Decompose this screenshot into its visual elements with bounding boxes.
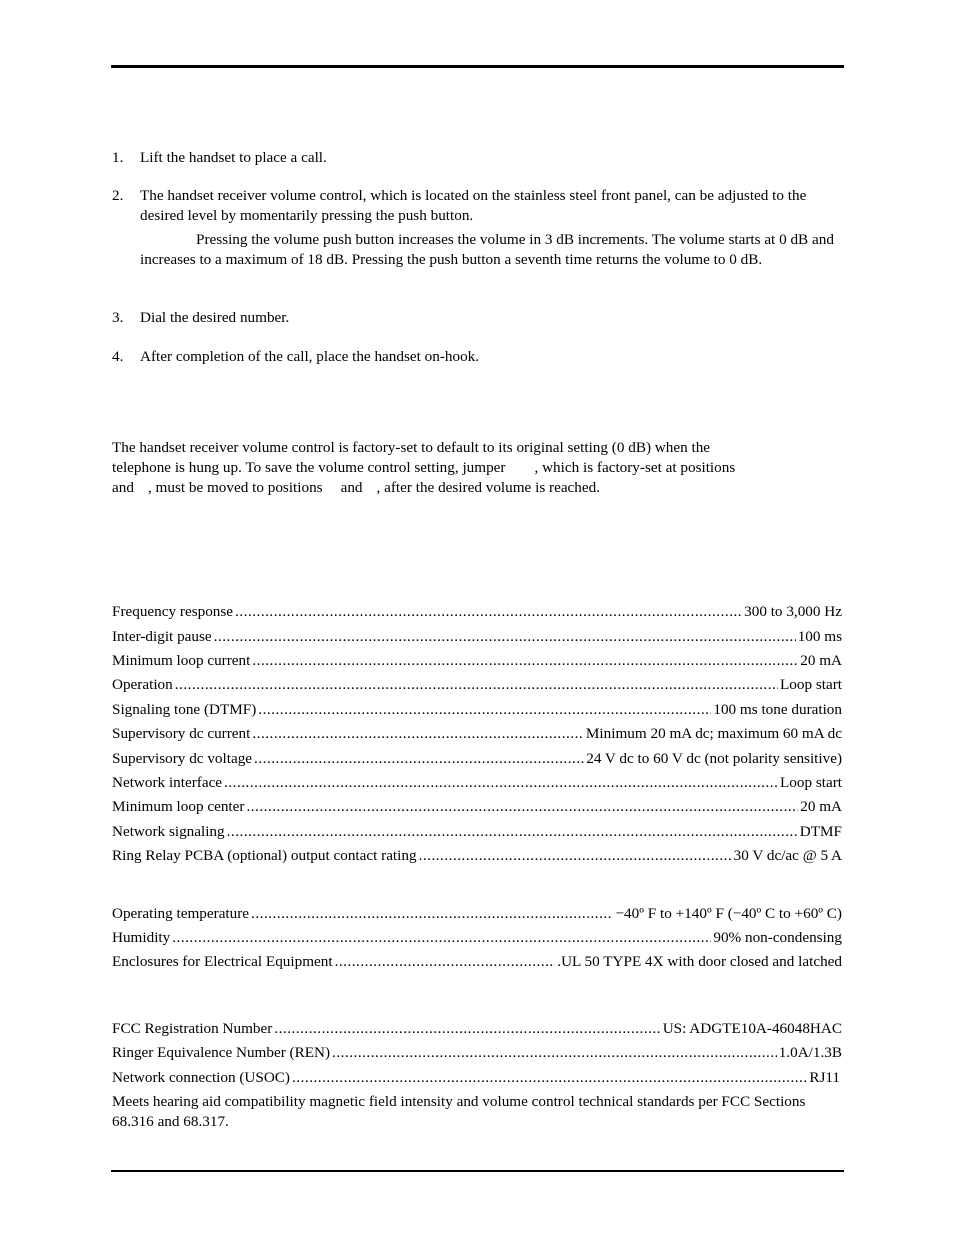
spec-row (112, 928, 842, 948)
spec-row (112, 749, 842, 769)
volume-paragraph (112, 438, 842, 498)
spec-value: 20 mA (800, 652, 842, 669)
spec-label: Inter-digit pause (112, 628, 212, 645)
spec-label: Ringer Equivalence Number (REN) (112, 1044, 331, 1061)
spec-value: RJ11 (809, 1069, 840, 1086)
spec-value: Loop start (779, 774, 842, 791)
spec-row (112, 952, 842, 972)
spec-row (112, 846, 842, 866)
spec-value: 300 to 3,000 Hz (744, 603, 842, 620)
volume-paragraph-line: telephone is hung up. To save the volume control setting, jumper , which is factory-set at positions (112, 459, 736, 476)
step-4 (112, 347, 842, 367)
spec-label: Operating temperature (112, 905, 250, 922)
spec-label: Humidity (112, 929, 171, 946)
step-number: 3. (112, 309, 124, 326)
spec-value: 100 ms (797, 628, 842, 645)
footer-rule (111, 1170, 844, 1172)
spec-row (112, 724, 842, 744)
spec-row (112, 675, 842, 695)
spec-label: Frequency response (112, 603, 234, 620)
header-rule (111, 65, 844, 68)
spec-row (112, 773, 842, 793)
spec-value: −40º F to +140º F (−40º C to +60º C) (615, 905, 842, 922)
spec-label: Minimum loop current (112, 652, 251, 669)
spec-value: 1.0A/1.3B (778, 1044, 842, 1061)
spec-label: Supervisory dc voltage (112, 750, 253, 767)
spec-row (112, 904, 842, 924)
spec-value: 24 V dc to 60 V dc (not polarity sensitive) (586, 750, 842, 767)
step-2-note: Pressing the volume push button increases the volume in 3 dB increments. The volume starts at 0 dB and increases to a maximum of 18 dB. Pressing the push button a seventh time returns the volume to 0 dB. (140, 231, 834, 268)
spec-row (112, 1043, 842, 1063)
spec-label: Supervisory dc current (112, 725, 251, 742)
step-number: 1. (112, 149, 124, 166)
spec-value: Minimum 20 mA dc; maximum 60 mA dc (585, 725, 842, 742)
spec-value: 90% non-condensing (713, 929, 842, 946)
step-text: The handset receiver volume control, which is located on the stainless steel front panel, can be adjusted to the desired level by momentarily pressing the push button. (140, 187, 807, 224)
spec-label: Network signaling (112, 823, 225, 840)
spec-value: .UL 50 TYPE 4X with door closed and latched (557, 953, 842, 970)
spec-label: FCC Registration Number (112, 1020, 273, 1037)
spec-label: Minimum loop center (112, 798, 245, 815)
spec-label: Network interface (112, 774, 223, 791)
spec-row (112, 1068, 842, 1088)
volume-paragraph-line: and , must be moved to positions and , after the desired volume is reached. (112, 479, 601, 496)
hac-statement: Meets hearing aid compatibility magnetic field intensity and volume control technical standards per FCC Sections 68.316 and 68.317. (112, 1093, 806, 1130)
spec-value: 30 V dc/ac @ 5 A (733, 847, 842, 864)
spec-value: US: ADGTE10A-46048HAC (662, 1020, 842, 1037)
spec-row (112, 1019, 842, 1039)
step-text: Lift the handset to place a call. (140, 149, 327, 166)
step-text: Dial the desired number. (140, 309, 290, 326)
spec-label: Network connection (USOC) (112, 1069, 290, 1086)
step-number: 4. (112, 348, 124, 365)
spec-value: 20 mA (800, 798, 842, 815)
spec-value: Loop start (779, 676, 842, 693)
spec-label: Operation (112, 676, 173, 693)
step-3 (112, 308, 842, 328)
step-2 (112, 186, 842, 226)
volume-paragraph-line: The handset receiver volume control is factory-set to default to its original setting (0 dB) when the (112, 439, 711, 456)
step-1 (112, 148, 842, 168)
spec-row (112, 627, 842, 647)
spec-value: DTMF (799, 823, 842, 840)
spec-label: Enclosures for Electrical Equipment (112, 953, 333, 970)
step-text: After completion of the call, place the handset on-hook. (140, 348, 480, 365)
step-number: 2. (112, 187, 124, 204)
spec-row (112, 822, 842, 842)
spec-label: Signaling tone (DTMF) (112, 701, 257, 718)
spec-row (112, 651, 842, 671)
spec-row (112, 797, 842, 817)
spec-row (112, 700, 842, 720)
spec-row (112, 602, 842, 622)
spec-value: 100 ms tone duration (713, 701, 842, 718)
spec-label: Ring Relay PCBA (optional) output contact rating (112, 847, 417, 864)
